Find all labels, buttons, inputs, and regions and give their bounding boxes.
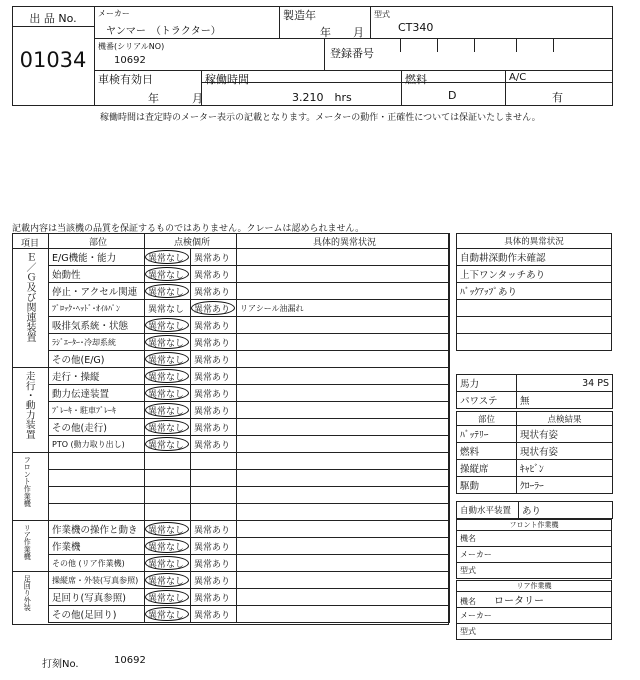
detail-cell: [237, 249, 450, 266]
table-row: [49, 368, 450, 385]
part-cell: PTO (動力取り出し): [49, 436, 145, 453]
table-row: [49, 436, 450, 453]
check-ng: 異常あり: [191, 402, 237, 419]
result-value: 現状有姿: [517, 443, 613, 460]
detail-cell: [237, 589, 450, 606]
front-name-label: 機名: [457, 531, 612, 547]
table-row: [49, 334, 450, 351]
check-ng: 異常あり: [191, 368, 237, 385]
check-ok: 異常なし: [145, 436, 191, 453]
table-row: [49, 555, 450, 572]
table-row: [49, 453, 450, 470]
abnormal-item: [457, 300, 612, 317]
table-row: [49, 419, 450, 436]
check-ok: 異常なし: [145, 368, 191, 385]
result-part: 操縦席: [457, 460, 517, 477]
part-cell: E/G機能・能力: [49, 249, 145, 266]
front-implement-table: [456, 519, 612, 579]
check-ok: 異常なし: [145, 385, 191, 402]
result-row: [457, 477, 613, 494]
part-cell: 走行・操縦: [49, 368, 145, 385]
inspection-label: 車検有効日: [98, 73, 153, 86]
part-cell: ﾗｼﾞｴｰﾀｰ･冷却系統: [49, 334, 145, 351]
result-value: ｷｬﾋﾞﾝ: [517, 460, 613, 477]
result-row: [457, 443, 613, 460]
part-cell: その他(E/G): [49, 351, 145, 368]
part-cell: 操縦席・外装(写真参照): [49, 572, 145, 589]
selected-mark: [145, 267, 189, 281]
selected-mark: [145, 437, 189, 451]
check-ng: 異常あり: [191, 334, 237, 351]
selected-mark: [145, 318, 189, 332]
abnormal-item: ﾊﾞｯｸｱｯﾌﾟあり: [457, 283, 612, 300]
detail-cell: [237, 436, 450, 453]
hours-value: 3.210 hrs: [292, 91, 352, 104]
part-cell: 動力伝達装置: [49, 385, 145, 402]
check-ok: 異常なし: [145, 249, 191, 266]
check-ok: 異常なし: [145, 351, 191, 368]
part-cell: [49, 504, 145, 521]
check-ng: 異常あり: [191, 266, 237, 283]
selected-mark: [145, 590, 189, 604]
selected-mark: [191, 301, 235, 315]
inspection-table: [48, 233, 450, 623]
check-ok: 異常なし: [145, 589, 191, 606]
table-row: [49, 266, 450, 283]
check-ok: 異常なし: [145, 572, 191, 589]
detail-cell: [237, 555, 450, 572]
year-label: 製造年: [283, 9, 316, 22]
part-cell: ﾌﾞﾚｰｷ・駐車ﾌﾞﾚｰｷ: [49, 402, 145, 419]
check-ng: 異常あり: [191, 419, 237, 436]
detail-cell: [237, 351, 450, 368]
abnormal-item: 上下ワンタッチあり: [457, 266, 612, 283]
abnormal-item: [457, 334, 612, 351]
table-row: [49, 317, 450, 334]
result-header: 点検結果: [517, 412, 613, 426]
check-ng: 異常あり: [191, 385, 237, 402]
part-cell: 作業機の操作と動き: [49, 521, 145, 538]
selected-mark: [145, 250, 189, 264]
detail-cell: [237, 487, 450, 504]
model-value: CT340: [398, 21, 434, 34]
result-part: 駆動: [457, 477, 517, 494]
detail-header: 具体的異常状況: [237, 234, 450, 249]
check-ok: 異常なし: [145, 317, 191, 334]
result-value: 現状有姿: [517, 426, 613, 443]
table-row: [49, 402, 450, 419]
engraving-value: 10692: [114, 655, 146, 666]
category-label: 足回り外装: [23, 575, 33, 611]
abnormal-item: [457, 317, 612, 334]
selected-mark: [145, 607, 189, 621]
rear-name-row: [457, 592, 612, 608]
check-empty: [191, 453, 237, 470]
category-label: 走行・動力装置: [23, 371, 35, 439]
part-cell: 停止・アクセル関連: [49, 283, 145, 300]
table-row: [49, 572, 450, 589]
power-label: 馬力: [457, 375, 517, 392]
table-row: [49, 249, 450, 266]
check-ok: 異常なし: [145, 334, 191, 351]
part-cell: [49, 470, 145, 487]
detail-cell: [237, 504, 450, 521]
selected-mark: [145, 335, 189, 349]
power-steering-value: 無: [517, 392, 613, 409]
rear-implement-title: リア作業機: [457, 581, 612, 592]
check-ng: 異常あり: [191, 555, 237, 572]
part-cell: [49, 487, 145, 504]
category-label: フロント作業機: [23, 456, 33, 507]
part-cell: [49, 453, 145, 470]
check-ok: 異常なし: [145, 606, 191, 623]
check-ng: 異常あり: [191, 589, 237, 606]
part-cell: その他(走行): [49, 419, 145, 436]
abnormal-title: 具体的異常状況: [457, 234, 612, 249]
selected-mark: [145, 403, 189, 417]
rear-implement-table: [456, 580, 612, 640]
check-empty: [145, 453, 191, 470]
table-row: [49, 589, 450, 606]
check-empty: [191, 504, 237, 521]
check-ng: 異常あり: [191, 538, 237, 555]
check-ok: 異常なし: [145, 555, 191, 572]
power-value: 34 PS: [517, 375, 613, 392]
check-ok: 異常なし: [145, 266, 191, 283]
front-implement-title: フロント作業機: [457, 520, 612, 531]
hours-label: 稼働時間: [205, 73, 249, 86]
detail-cell: [237, 385, 450, 402]
result-row: [457, 460, 613, 477]
part-cell: 作業機: [49, 538, 145, 555]
rear-name-label: 機名: [460, 597, 476, 606]
selected-mark: [145, 556, 189, 570]
check-empty: [145, 470, 191, 487]
check-ng: 異常あり: [191, 572, 237, 589]
front-model-label: 型式: [457, 563, 612, 579]
check-ng: 異常あり: [191, 283, 237, 300]
inspection-value: 年 月: [148, 92, 203, 105]
category-header: 項目: [20, 239, 39, 249]
power-table: [456, 374, 613, 409]
disclaimer: 記載内容は当該機の品質を保証するものではありません。クレームは認められません。: [12, 224, 365, 234]
part-cell: その他 (リア作業機): [49, 555, 145, 572]
part-cell: 吸排気系統・状態: [49, 317, 145, 334]
selected-mark: [145, 573, 189, 587]
maker-value: ヤンマー （トラクター）: [106, 26, 221, 37]
table-row: [49, 487, 450, 504]
year-value: 年 月: [320, 26, 364, 39]
detail-cell: [237, 538, 450, 555]
part-cell: その他(足回り): [49, 606, 145, 623]
result-value: ｸﾛｰﾗｰ: [517, 477, 613, 494]
detail-cell: [237, 470, 450, 487]
part-cell: 始動性: [49, 266, 145, 283]
detail-cell: [237, 419, 450, 436]
fuel-label: 燃料: [405, 73, 427, 86]
table-row: [49, 351, 450, 368]
registration-label: 登録番号: [330, 47, 374, 60]
result-part-header: 部位: [457, 412, 517, 426]
selected-mark: [145, 369, 189, 383]
detail-cell: [237, 283, 450, 300]
detail-cell: リアシール油漏れ: [237, 300, 450, 317]
auto-level-value: あり: [519, 502, 613, 519]
auto-level-label: 自動水平装置: [457, 502, 519, 519]
selected-mark: [145, 522, 189, 536]
detail-cell: [237, 334, 450, 351]
selected-mark: [145, 352, 189, 366]
engraving-label: 打刻No.: [42, 659, 79, 670]
selected-mark: [145, 284, 189, 298]
table-row: [49, 606, 450, 623]
auto-level-table: [456, 501, 613, 519]
detail-cell: [237, 572, 450, 589]
ac-label: A/C: [509, 72, 527, 83]
maker-label: メーカー: [98, 9, 130, 18]
check-ok: 異常なし: [145, 521, 191, 538]
table-row: [49, 521, 450, 538]
detail-cell: [237, 368, 450, 385]
table-row: [49, 504, 450, 521]
hours-note: 稼働時間は査定時のメーター表示の記載となります。メーターの動作・正確性については保証いたしません。: [100, 113, 541, 123]
check-ng: 異常あり: [191, 300, 237, 317]
check-empty: [145, 487, 191, 504]
serial-label: 機番(シリアルNO): [98, 42, 165, 51]
check-empty: [145, 504, 191, 521]
detail-cell: [237, 606, 450, 623]
detail-cell: [237, 317, 450, 334]
check-ng: 異常あり: [191, 606, 237, 623]
power-steering-label: パワステ: [457, 392, 517, 409]
abnormal-table: [456, 233, 612, 351]
check-header: 点検個所: [145, 234, 237, 249]
selected-mark: [145, 420, 189, 434]
table-row: [49, 470, 450, 487]
rear-model-label: 型式: [457, 624, 612, 640]
check-ok: 異常なし: [145, 538, 191, 555]
ac-value: 有: [552, 91, 563, 104]
check-ng: 異常あり: [191, 317, 237, 334]
fuel-value: D: [448, 89, 457, 102]
table-row: [49, 300, 450, 317]
table-row: [49, 385, 450, 402]
category-label: リア作業機: [23, 524, 33, 560]
part-cell: 足回り(写真参照): [49, 589, 145, 606]
check-ok: 異常なし: [145, 300, 191, 317]
check-ng: 異常あり: [191, 249, 237, 266]
result-part: 燃料: [457, 443, 517, 460]
result-table: [456, 411, 613, 494]
table-row: [49, 538, 450, 555]
rear-name-value: ロータリー: [494, 596, 544, 607]
detail-cell: [237, 402, 450, 419]
part-cell: ﾌﾞﾛｯｸ･ﾍｯﾄﾞ･ｵｲﾙﾊﾟﾝ: [49, 300, 145, 317]
category-label: Ｅ／Ｇ及び関連装置: [24, 252, 35, 342]
detail-cell: [237, 266, 450, 283]
front-maker-label: メーカー: [457, 547, 612, 563]
check-ok: 異常なし: [145, 283, 191, 300]
selected-mark: [145, 539, 189, 553]
part-header: 部位: [49, 234, 145, 249]
check-ok: 異常なし: [145, 419, 191, 436]
check-ng: 異常あり: [191, 521, 237, 538]
result-part: ﾊﾞｯﾃﾘｰ: [457, 426, 517, 443]
check-ng: 異常あり: [191, 351, 237, 368]
detail-cell: [237, 453, 450, 470]
lot-number: 01034: [19, 48, 87, 72]
detail-cell: [237, 521, 450, 538]
table-row: [49, 283, 450, 300]
abnormal-item: 自動耕深動作未確認: [457, 249, 612, 266]
check-empty: [191, 487, 237, 504]
check-ng: 異常あり: [191, 436, 237, 453]
check-empty: [191, 470, 237, 487]
selected-mark: [145, 386, 189, 400]
model-label: 型式: [374, 10, 390, 19]
serial-value: 10692: [114, 55, 146, 66]
rear-maker-label: メーカー: [457, 608, 612, 624]
check-ok: 異常なし: [145, 402, 191, 419]
result-row: [457, 426, 613, 443]
lot-label: 出 品 No.: [29, 12, 77, 25]
